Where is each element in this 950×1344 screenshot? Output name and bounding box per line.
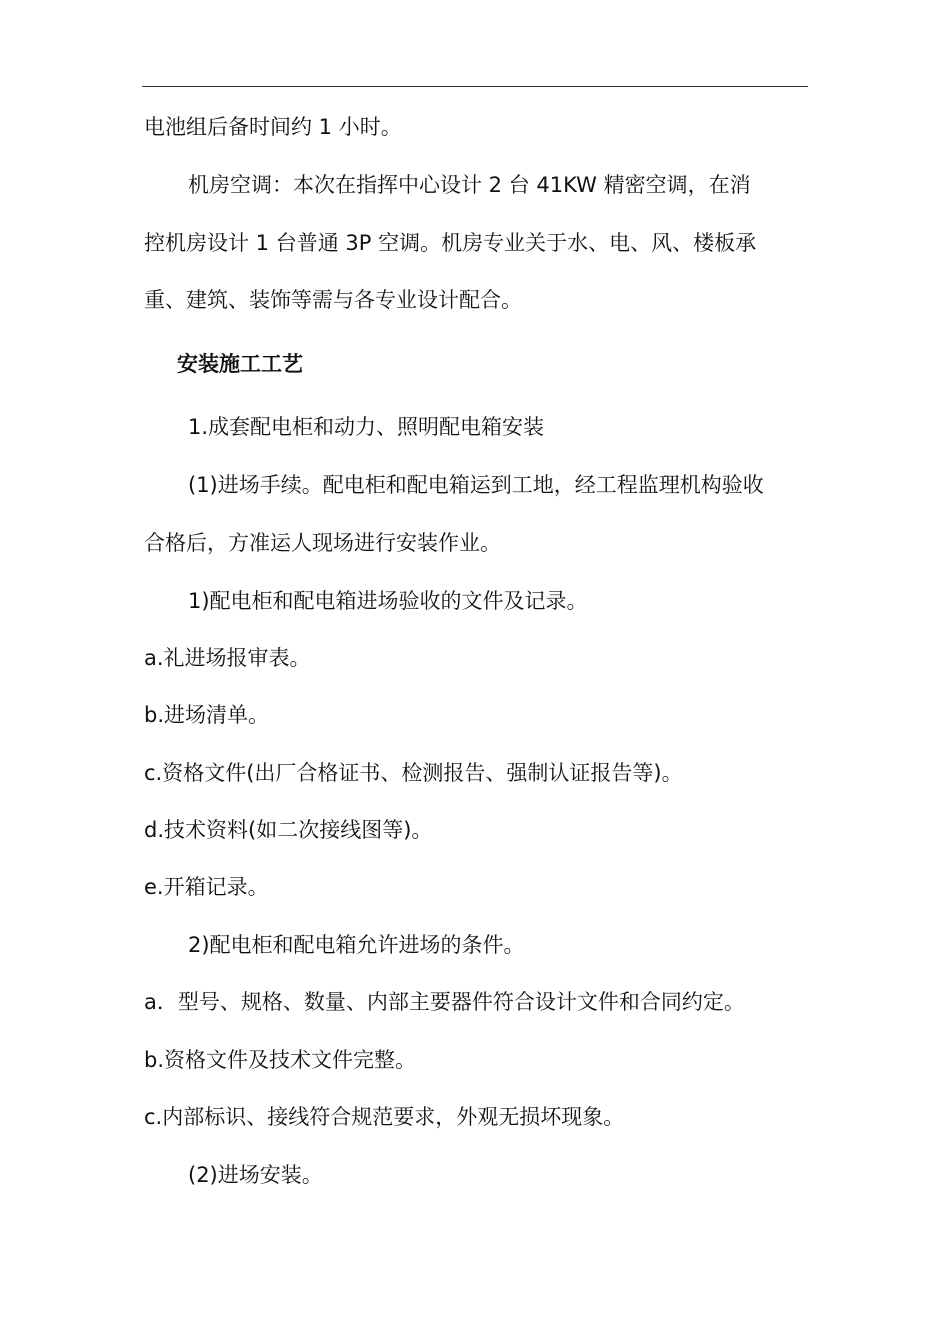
paragraph-line: 机房空调：本次在指挥中心设计 2 台 41KW 精密空调，在消	[188, 173, 751, 197]
header-rule	[142, 86, 808, 87]
paragraph-line: 合格后，方准运人现场进行安装作业。	[144, 531, 501, 555]
list-item: c.内部标识、接线符合规范要求，外观无损坏现象。	[144, 1105, 625, 1129]
list-item: d.技术资料(如二次接线图等)。	[144, 818, 433, 842]
paragraph-line: (1)进场手续。配电柜和配电箱运到工地，经工程监理机构验收	[188, 473, 764, 497]
paragraph-line: 电池组后备时间约 1 小时。	[144, 115, 402, 139]
list-heading: 2)配电柜和配电箱允许进场的条件。	[188, 933, 525, 957]
paragraph-line: 控机房设计 1 台普通 3P 空调。机房专业关于水、电、风、楼板承	[144, 231, 757, 255]
list-item: a．型号、规格、数量、内部主要器件符合设计文件和合同约定。	[144, 990, 745, 1014]
list-item: b.进场清单。	[144, 703, 270, 727]
paragraph-line: 重、建筑、装饰等需与各专业设计配合。	[144, 288, 522, 312]
list-heading: 1)配电柜和配电箱进场验收的文件及记录。	[188, 589, 588, 613]
list-item: b.资格文件及技术文件完整。	[144, 1048, 417, 1072]
subsection-heading: 1.成套配电柜和动力、照明配电箱安装	[188, 415, 545, 439]
list-item: a.礼进场报审表。	[144, 646, 311, 670]
list-item: e.开箱记录。	[144, 875, 269, 899]
list-item: c.资格文件(出厂合格证书、检测报告、强制认证报告等)。	[144, 761, 683, 785]
section-heading: 安装施工工艺	[177, 352, 303, 376]
subsection-heading: (2)进场安装。	[188, 1163, 323, 1187]
